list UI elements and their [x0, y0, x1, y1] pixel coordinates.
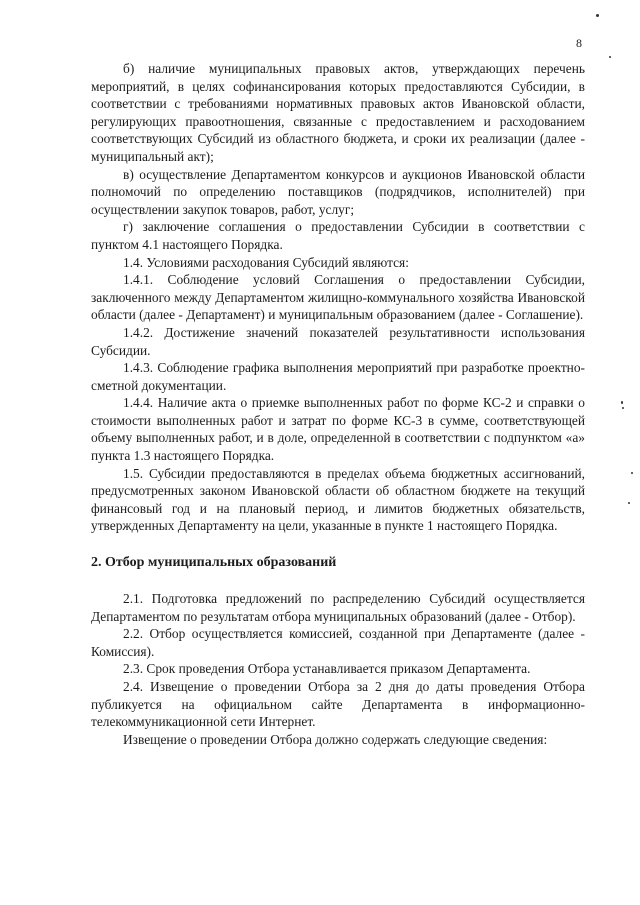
scan-speck — [631, 472, 633, 474]
paragraph-1-4-1: 1.4.1. Соблюдение условий Соглашения о предоставлении Субсидии, заключенного между Департаментом жилищно-коммунального хозяйства Ивановской области (далее - Департамент) и муниципальным образованием (далее - Соглашение). — [91, 272, 585, 323]
paragraph-1v: в) осуществление Департаментом конкурсов и аукционов Ивановской области полномочий по определению поставщиков (подрядчиков, исполнителей) при осуществлении закупок товаров, работ, услуг; — [91, 166, 585, 217]
paragraph-2-4: 2.4. Извещение о проведении Отбора за 2 дня до даты проведения Отбора публикуется на официальном сайте Департамента в информационно-телекоммуникационной сети Интернет. — [91, 679, 585, 730]
paragraph-1g: г) заключение соглашения о предоставлении Субсидии в соответствии с пунктом 4.1 настоящего Порядка. — [91, 219, 585, 252]
paragraph-1-4: 1.4. Условиями расходования Субсидий являются: — [123, 254, 409, 270]
section-title: 2. Отбор муниципальных образований — [91, 555, 337, 571]
scan-speck — [621, 401, 623, 404]
paragraph-1-4-2: 1.4.2. Достижение значений показателей результативности использования Субсидии. — [91, 324, 585, 358]
paragraph-notice: Извещение о проведении Отбора должно содержать следующие сведения: — [123, 731, 548, 747]
document-body — [91, 60, 585, 748]
scan-speck — [622, 407, 624, 409]
paragraph-1-4-3: 1.4.3. Соблюдение графика выполнения мероприятий при разработке проектно-сметной документации. — [91, 360, 585, 393]
scan-speck — [596, 14, 599, 17]
paragraph-1b: б) наличие муниципальных правовых актов, утверждающих перечень мероприятий, в целях софинансирования которых предоставляются Субсидии, в соответствии с требованиями нормативных правовых актов Ивановской области, регулирующих правоотношения, связанные с предоставлением и расходованием соответствующих Субсидий из областного бюджета, и сроки их реализации (далее - муниципальный акт); — [91, 61, 585, 164]
paragraph-2-3: 2.3. Срок проведения Отбора устанавливается приказом Департамента. — [123, 661, 531, 677]
paragraph-2-1: 2.1. Подготовка предложений по распределению Субсидий осуществляется Департаментом по результатам отбора муниципальных образований (далее - Отбор). — [91, 591, 585, 624]
page-number: 8 — [576, 36, 582, 50]
paragraph-1-5: 1.5. Субсидии предоставляются в пределах объема бюджетных ассигнований, предусмотренных законом Ивановской области об областном бюджете на текущий финансовый год и на плановый период, и лимитов бюджетных обязательств, утвержденных Департаменту на цели, указанные в пункте 1 настоящего Порядка. — [91, 465, 585, 534]
paragraph-1-4-4: 1.4.4. Наличие акта о приемке выполненных работ по форме КС-2 и справки о стоимости выполненных работ и затрат по форме КС-3 в сумме, соответствующей объему выполненных работ, и в доле, определенной в соответствии с подпунктом «а» пункта 1.3 настоящего Порядка. — [91, 395, 585, 464]
scan-speck — [609, 56, 611, 58]
scan-speck — [628, 502, 630, 504]
paragraph-2-2: 2.2. Отбор осуществляется комиссией, созданной при Департаменте (далее - Комиссия). — [91, 626, 585, 659]
